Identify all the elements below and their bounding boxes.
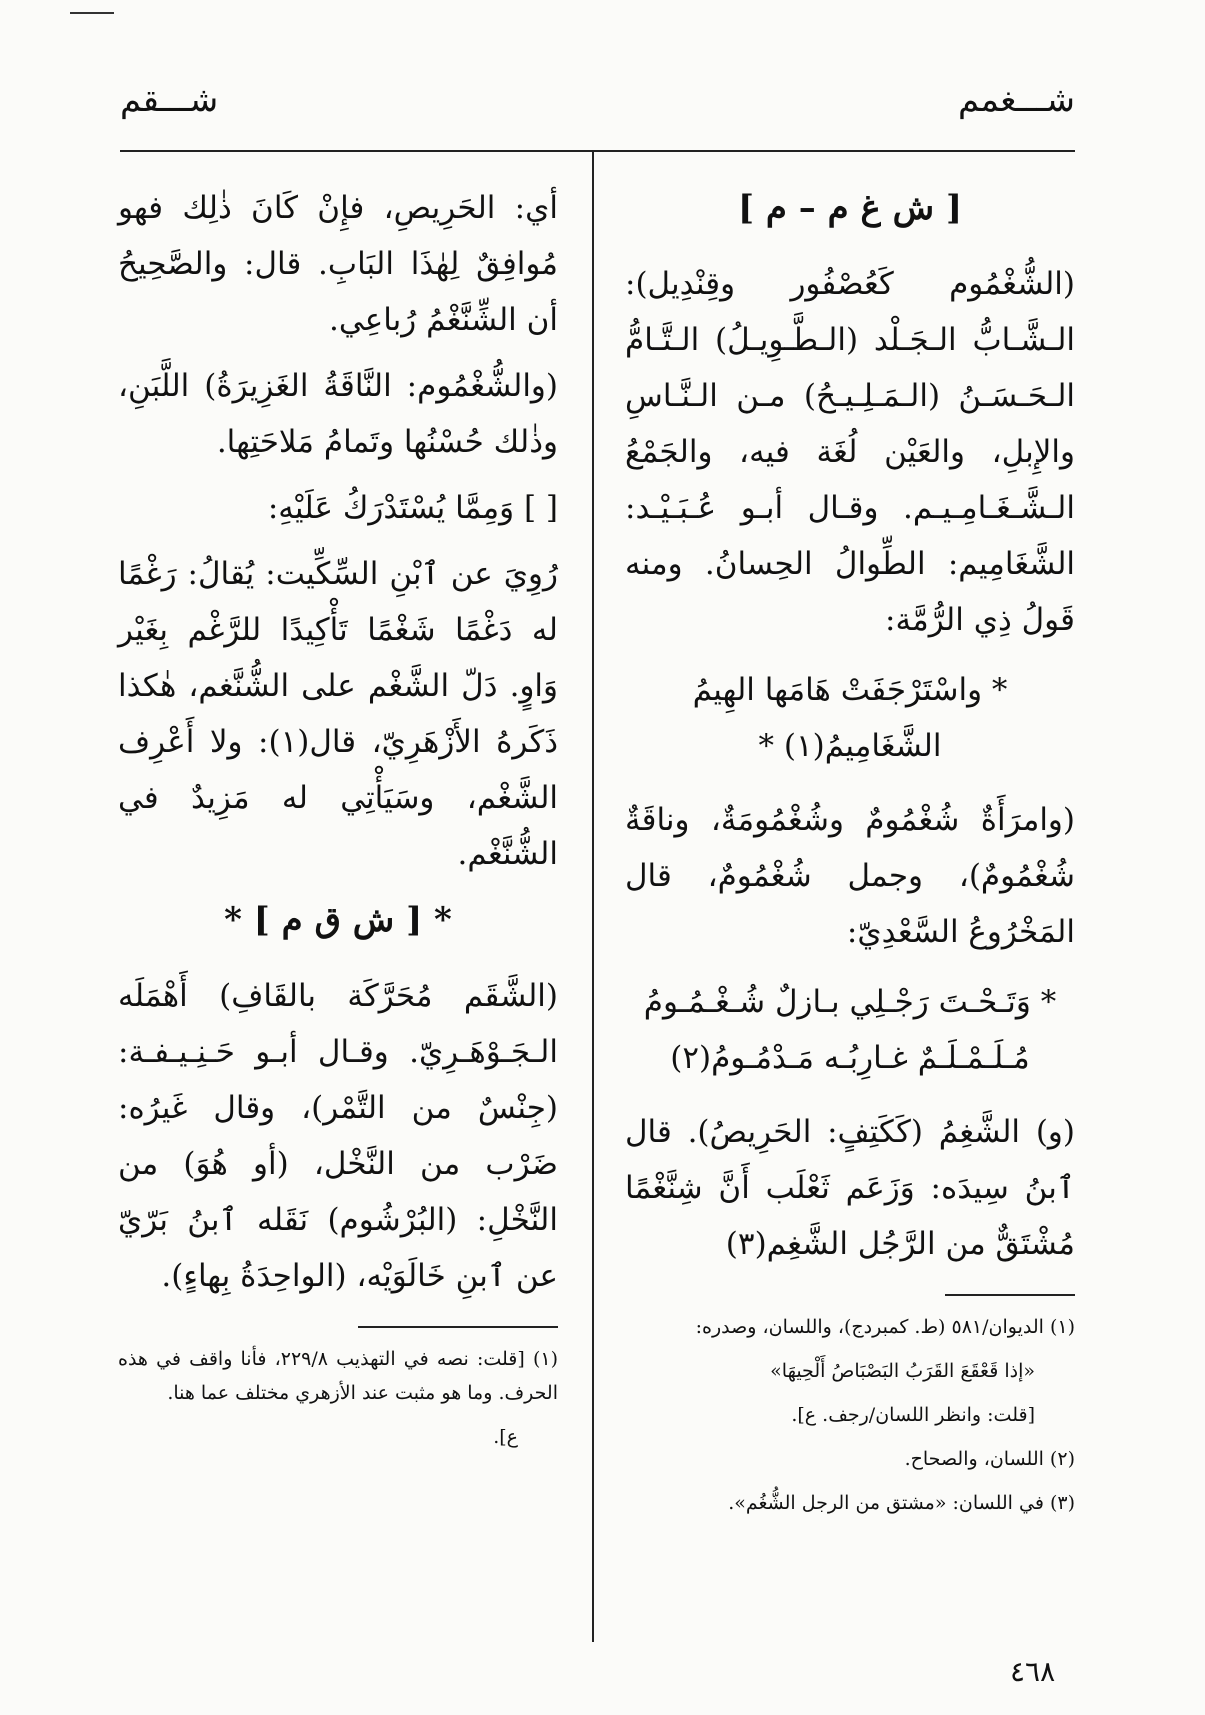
verse-2 <box>625 974 1075 1086</box>
right-footnote-1-note: [قلت: وانظر اللسان/رجف. ع]. <box>791 1404 1035 1426</box>
header-left-word: شـــقم <box>120 80 219 120</box>
left-paragraph-1: أي: الحَرِيصِ، فإِنْ كَانَ ذٰلِك فهو مُوافِقٌ لِهٰذَا البَابِ. قال: والصَّحِيحُ أن الشِّنَّغْمُ رُباعِي. <box>118 190 558 338</box>
left-column <box>118 180 558 1464</box>
header-rule <box>120 150 1075 152</box>
page-number: ٤٦٨ <box>1010 1655 1056 1688</box>
left-paragraph-4: رُوِيَ عن ٱبْنِ السِّكِّيت: يُقالُ: رَغْمًا له دَغْمًا شَغْمًا تَأْكِيدًا للرَّغْم بِغَيْر وَاوٍ. دَلّ الشَّغْم على الشُّنَّغم، هٰكذا ذَكَرهُ الأَزْهَرِيّ، قال(١): ولا أَعْرِف الشَّغْم، وسَيَأْتِي له مَزِيدٌ في الشُّنَّغْم. <box>118 556 559 872</box>
header-right-word: شـــغمم <box>957 80 1075 120</box>
right-footnote-2: (٢) اللسان، والصحاح. <box>904 1448 1075 1470</box>
right-footnote-1-quote: «إذا قَعْقَعَ القَرَبُ البَصْبَاصُ أَلْحِيهَا» <box>770 1360 1035 1382</box>
left-paragraph-5: (الشَّقَم مُحَرَّكَة بالقَافِ) أَهْمَلَه الـجَـوْهَـرِيّ. وقـال أبـو حَـنِـيـفـة: (جِنْسٌ من التَّمْر)، وقال غَيرُه: ضَرْب من النَّخْل، (أو هُوَ) من النَّخْلِ: (البُرْشُوم) نَقَله ٱبنُ بَرّيّ عن ٱبنِ خَالَوَيْه، (الواحِدَةُ بِهاءٍ). <box>118 978 558 1294</box>
column-divider <box>592 152 594 1642</box>
left-footnote-1-end: ع]. <box>493 1426 518 1448</box>
right-paragraph-3: (و) الشَّغِمُ (كَكَتِفٍ: الحَرِيصُ). قال ٱبنُ سِيدَه: وَزَعَم ثَعْلَب أَنَّ شِنَّغْمًا مُشْتَقٌّ من الرَّجُل الشَّغِم(٣) <box>625 1114 1075 1262</box>
right-paragraph-2: (وامرَأَةٌ شُغْمُومٌ وشُغْمُومَةٌ، وناقَةٌ شُغْمُومٌ)، وجمل شُغْمُومٌ، قال المَخْرُوعُ السَّعْدِيّ: <box>625 802 1075 950</box>
right-footnote-3: (٣) في اللسان: «مشتق من الرجل الشُّغُم». <box>728 1492 1075 1514</box>
footnote-rule-left <box>358 1326 558 1328</box>
right-paragraph-1: (الشُّغْمُوم كَعُصْفُور وقِنْدِيل): الـشَّـابُّ الـجَـلْد (الـطَّـوِيـلُ) الـتَّـامُّ الـحَـسَـنُ (الـمَـلِـيـحُ) مـن الـنَّـاسِ والإِبلِ، والعَيْن لُغَة فيه، والجَمْعُ الـشَّـغَـامِـيـم. وقـال أبـو عُـبَـيْـد: الشَّغَامِيم: الطِّوالُ الحِسانُ. ومنه قَولُ ذِي الرُّمَّة: <box>625 266 1075 638</box>
entry-heading-shghmm: [ ش غ م – م ] <box>737 188 963 228</box>
verse-2-line-2: مُـلَـمْـلَـمٌ غـارِبُـه مَـدْمُـومُ(٢) <box>670 1040 1030 1076</box>
left-paragraph-2: (والشُّغْمُوم: النَّاقَةُ الغَزِيرَةُ) اللَّبَنِ، وذٰلك حُسْنُها وتَمامُ مَلاحَتِها. <box>118 368 558 460</box>
entry-heading-shqm: * [ ش ق م ] * <box>224 900 452 940</box>
page-header <box>120 80 1075 136</box>
verse-2-line-1: * وَتَـحْـتَ رَجْـلِي بـازلٌ شُـغْـمُـومُ <box>643 984 1057 1020</box>
footnote-rule-right <box>945 1294 1075 1296</box>
verse-1: * واسْتَرْجَفَتْ هَامَها الهِيمُ الشَّغَامِيمُ(١) * <box>692 672 1008 764</box>
corner-mark <box>70 12 114 14</box>
right-column <box>625 180 1075 1530</box>
left-paragraph-3: [ ] وَمِمَّا يُسْتَدْرَكُ عَلَيْهِ: <box>267 490 558 526</box>
left-footnote-1: (١) [قلت: نصه في التهذيب ٢٢٩/٨، فأنا واقف في هذه الحرف. وما هو مثبت عند الأزهري مختلف عما هنا. <box>118 1348 558 1404</box>
right-footnote-1: (١) الديوان/٥٨١ (ط. كمبردج)، واللسان، وصدره: <box>695 1316 1075 1338</box>
